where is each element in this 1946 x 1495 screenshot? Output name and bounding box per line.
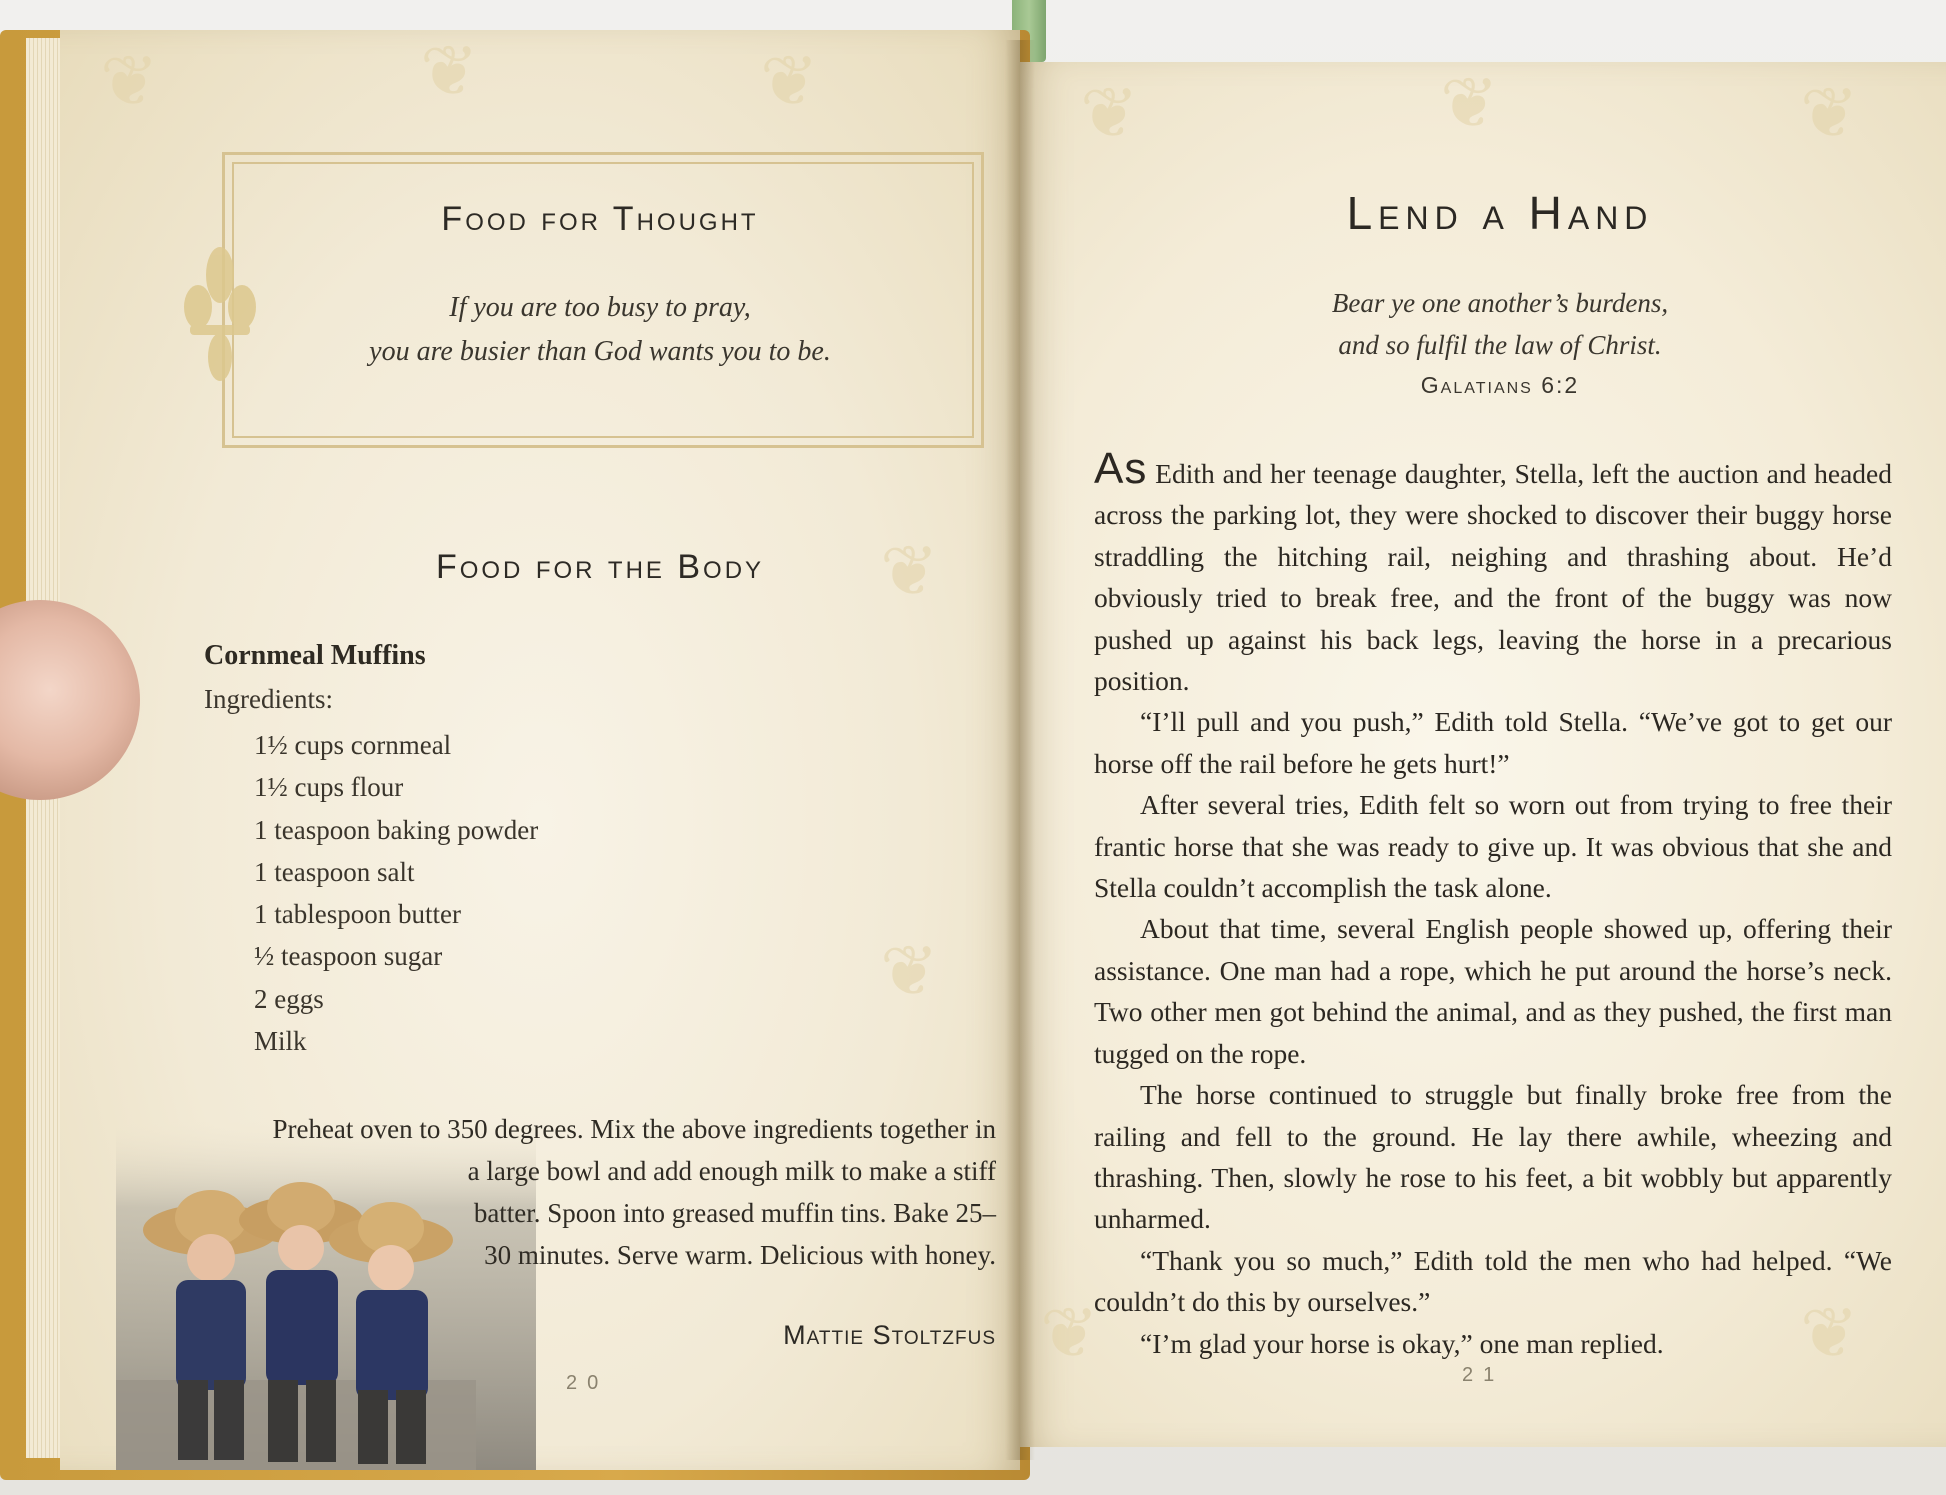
verse-reference: Galatians 6:2 (1420, 372, 1580, 398)
damask-ornament: ❦ (420, 34, 479, 111)
ingredient-item: ½ teaspoon sugar (254, 941, 443, 972)
damask-ornament: ❦ (880, 534, 939, 611)
ingredient-item: 1 teaspoon baking powder (254, 814, 539, 845)
instructions-line: a large bowl and add enough milk to make a stiff (467, 1156, 996, 1186)
drop-cap: As (1094, 444, 1148, 493)
food-for-thought-heading: Food for Thought (441, 200, 759, 238)
ingredient-item: 1 tablespoon butter (254, 899, 461, 930)
recipe-author: Mattie Stoltzfus (783, 1320, 996, 1350)
ingredient-item: 1½ cups cornmeal (254, 730, 452, 760)
recipe-title: Cornmeal Muffins (204, 640, 426, 671)
damask-ornament: ❦ (880, 934, 939, 1011)
damask-ornament: ❦ (100, 44, 159, 121)
story-paragraph: “I’ll pull and you push,” Edith told Stella. “We’ve got to get our horse off the rail before he gets hurt!” (1094, 706, 1892, 779)
ingredient-item: Milk (254, 1026, 307, 1057)
ingredient-item: 2 eggs (254, 983, 324, 1014)
damask-ornament: ❦ (760, 44, 819, 121)
page-number-left: 20 (566, 1372, 609, 1394)
damask-ornament: ❦ (1080, 76, 1139, 153)
damask-ornament: ❦ (1440, 66, 1499, 143)
lend-a-hand-heading: Lend a Hand (1346, 187, 1654, 239)
story-paragraph (1094, 444, 1892, 701)
instructions-line: Preheat oven to 350 degrees. Mix the above ingredients together in (272, 1114, 996, 1144)
story-paragraph: “Thank you so much,” Edith told the men who had helped. “We couldn’t do this by ourselves.” (1094, 1244, 1892, 1318)
ingredient-item: 1½ cups flour (254, 772, 404, 803)
damask-ornament: ❦ (1040, 1296, 1099, 1373)
damask-ornament: ❦ (1800, 76, 1859, 153)
verse-line: Bear ye one another’s burdens, (1331, 288, 1669, 318)
instructions-line: batter. Spoon into greased muffin tins. Bake 25– (473, 1198, 996, 1228)
thought-quote-line: you are busier than God wants you to be. (369, 336, 831, 367)
story-paragraph: The horse continued to struggle but finally broke free from the railing and fell to the ground. He lay there awhile, wheezing and thrashing. Then, slowly he rose to his feet, a bit wobbly but apparently unharmed. (1094, 1079, 1892, 1235)
thought-quote-line: If you are too busy to pray, (449, 292, 751, 323)
page-number-right: 21 (1462, 1364, 1505, 1386)
book-gutter (1005, 40, 1035, 1460)
ingredients-list (254, 724, 538, 1062)
instructions-line: 30 minutes. Serve warm. Delicious with honey. (484, 1240, 996, 1270)
ingredients-label: Ingredients: (204, 684, 333, 714)
story-paragraph: “I’m glad your horse is okay,” one man replied. (1140, 1327, 1664, 1359)
story-paragraph-text: Edith and her teenage daughter, Stella, left the auction and headed across the parking lot, they were shocked to discover their buggy horse straddling the hitching rail, neighing and thrashing about. He’d obviously tried to break free, and the front of the buggy was now pushed up against his back legs, leaving the horse in a precarious position. (1094, 458, 1892, 697)
story-paragraph: After several tries, Edith felt so worn out from trying to free their frantic horse that she was ready to give up. It was obvious that she and Stella couldn’t accomplish the task alone. (1094, 789, 1892, 904)
story-paragraph: About that time, several English people showed up, offering their assistance. One man had a rope, which he put around the horse’s neck. Two other men got behind the animal, and as they pushed, the first man tugged on the rope. (1094, 913, 1892, 1069)
ingredient-item: 1 teaspoon salt (254, 856, 415, 887)
verse-line: and so fulfil the law of Christ. (1338, 330, 1662, 360)
story-text (1094, 444, 1892, 1364)
food-for-the-body-heading: Food for the Body (435, 548, 765, 586)
damask-ornament: ❦ (1800, 1296, 1859, 1373)
